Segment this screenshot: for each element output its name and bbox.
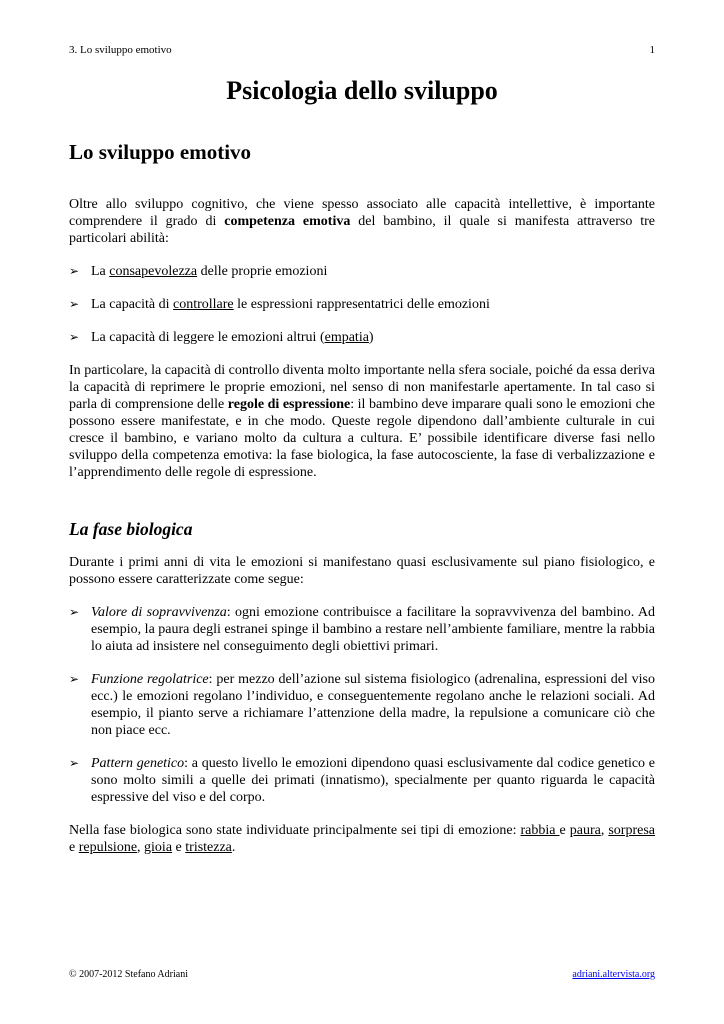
emotion-repulsione: repulsione (78, 840, 138, 855)
feature-text: : per mezzo dell’azione sul sistema fisiologico (adrenalina, espressioni del viso ecc.) le emozioni regolano l’individuo, e conseguentemente regolano anche le relazioni sociali. Ad esempio, il pianto serve a richiamare l’attenzione della madre, la repulsione a comunicare ciò che non piace ecc. (91, 672, 656, 738)
item-text: La capacità di leggere le emozioni altrui ( (91, 330, 325, 345)
emotion-gioia: gioia (144, 840, 173, 855)
intro-text-end: del bambino, il quale si manifesta attraverso tre particolari abilità: (69, 214, 655, 246)
feature-term: Pattern genetico (91, 756, 185, 771)
document-title: Psicologia dello sviluppo (226, 76, 498, 105)
arrow-bullet-icon: ➢ (69, 330, 80, 344)
running-footer (69, 969, 655, 980)
emotion-rabbia: rabbia (520, 823, 560, 838)
feature-term: Valore di sopravvivenza (91, 605, 227, 620)
list-item (69, 329, 655, 346)
arrow-bullet-icon: ➢ (69, 756, 80, 770)
item-text-end: delle proprie emozioni (197, 264, 328, 279)
arrow-bullet-icon: ➢ (69, 264, 80, 278)
item-text: La capacità di (91, 297, 174, 312)
paragraph-end: . (231, 840, 236, 855)
feature-term: Funzione regolatrice (91, 672, 209, 687)
item-text-end: ) (368, 330, 374, 345)
list-item (69, 296, 655, 313)
section-title: Lo sviluppo emotivo (69, 140, 252, 164)
list-item (69, 604, 655, 655)
separator: , (137, 840, 145, 855)
underlined-term: empatia (324, 330, 369, 345)
arrow-bullet-icon: ➢ (69, 672, 80, 686)
item-text: La (91, 264, 110, 279)
paragraph-text: Nella fase biologica sono state individuate principalmente sei tipi di emozione: (69, 823, 521, 838)
item-text-end: le espressioni rappresentatrici delle emozioni (233, 297, 490, 312)
intro-text: Oltre allo sviluppo cognitivo, che viene spesso associato alle capacità intellettive, è importante comprendere il grado di (69, 197, 655, 229)
underlined-term: controllare (173, 297, 234, 312)
term-competenza-emotiva: competenza emotiva (224, 214, 351, 229)
list-item (69, 671, 655, 739)
subsection-title: La fase biologica (69, 519, 193, 539)
feature-text: : ogni emozione contribuisce a facilitare la sopravvivenza del bambino. Ad esempio, la paura degli estranei spinge il bambino a restare nell’ambiente familiare, mentre la rabbia lo aiuta ad insistere nel conseguimento degli obiettivi primari. (91, 605, 655, 654)
bio-intro-paragraph: Durante i primi anni di vita le emozioni si manifestano quasi esclusivamente sul piano fisiologico, e possono essere caratterizzate come segue: (69, 555, 655, 587)
separator: e (559, 823, 570, 838)
abilities-list (69, 263, 655, 346)
paragraph-text-end: : il bambino deve imparare quali sono le emozioni che possono essere manifestate, e in che modo. Queste regole dipendono dall’ambiente culturale in cui cresce il bambino, e variano molto da cultura a cultura. E’ possibile identificare diverse fasi nello sviluppo della competenza emotiva: la fase biologica, la fase autocosciente, la fase di verbalizzazione e l’apprendimento delle regole di espressione. (69, 397, 656, 480)
copyright-notice: © 2007-2012 Stefano Adriani (69, 969, 188, 980)
features-list (69, 604, 655, 806)
underlined-term: consapevolezza (109, 264, 198, 279)
emotion-paura: paura (569, 823, 601, 838)
chapter-label: 3. Lo sviluppo emotivo (69, 44, 172, 56)
site-link[interactable]: adriani.altervista.org (572, 969, 655, 980)
intro-paragraph (69, 196, 655, 247)
running-header (69, 44, 655, 56)
document-body (69, 140, 655, 856)
arrow-bullet-icon: ➢ (69, 605, 80, 619)
separator: , (600, 823, 609, 838)
arrow-bullet-icon: ➢ (69, 297, 80, 311)
control-paragraph (69, 362, 655, 481)
list-item (69, 755, 655, 806)
list-item (69, 263, 655, 280)
term-regole-di-espressione: regole di espressione (227, 397, 351, 412)
emotion-tristezza: tristezza (185, 840, 232, 855)
separator: e (69, 840, 79, 855)
emotion-sorpresa: sorpresa (608, 823, 656, 838)
feature-text: : a questo livello le emozioni dipendono quasi esclusivamente dal codice genetico e sono molto simili a quelle dei primati (innatismo), specialmente per quanto riguarda le capacità espressive del viso e del corpo. (91, 756, 656, 805)
emotions-paragraph (69, 822, 655, 856)
page-number: 1 (649, 44, 655, 56)
separator: e (172, 840, 186, 855)
paragraph-text: In particolare, la capacità di controllo diventa molto importante nella sfera sociale, poiché da essa deriva la capacità di reprimere le proprie emozioni, nel senso di non manifestarle apertamente. In tal caso si parla di comprensione delle (69, 363, 655, 412)
